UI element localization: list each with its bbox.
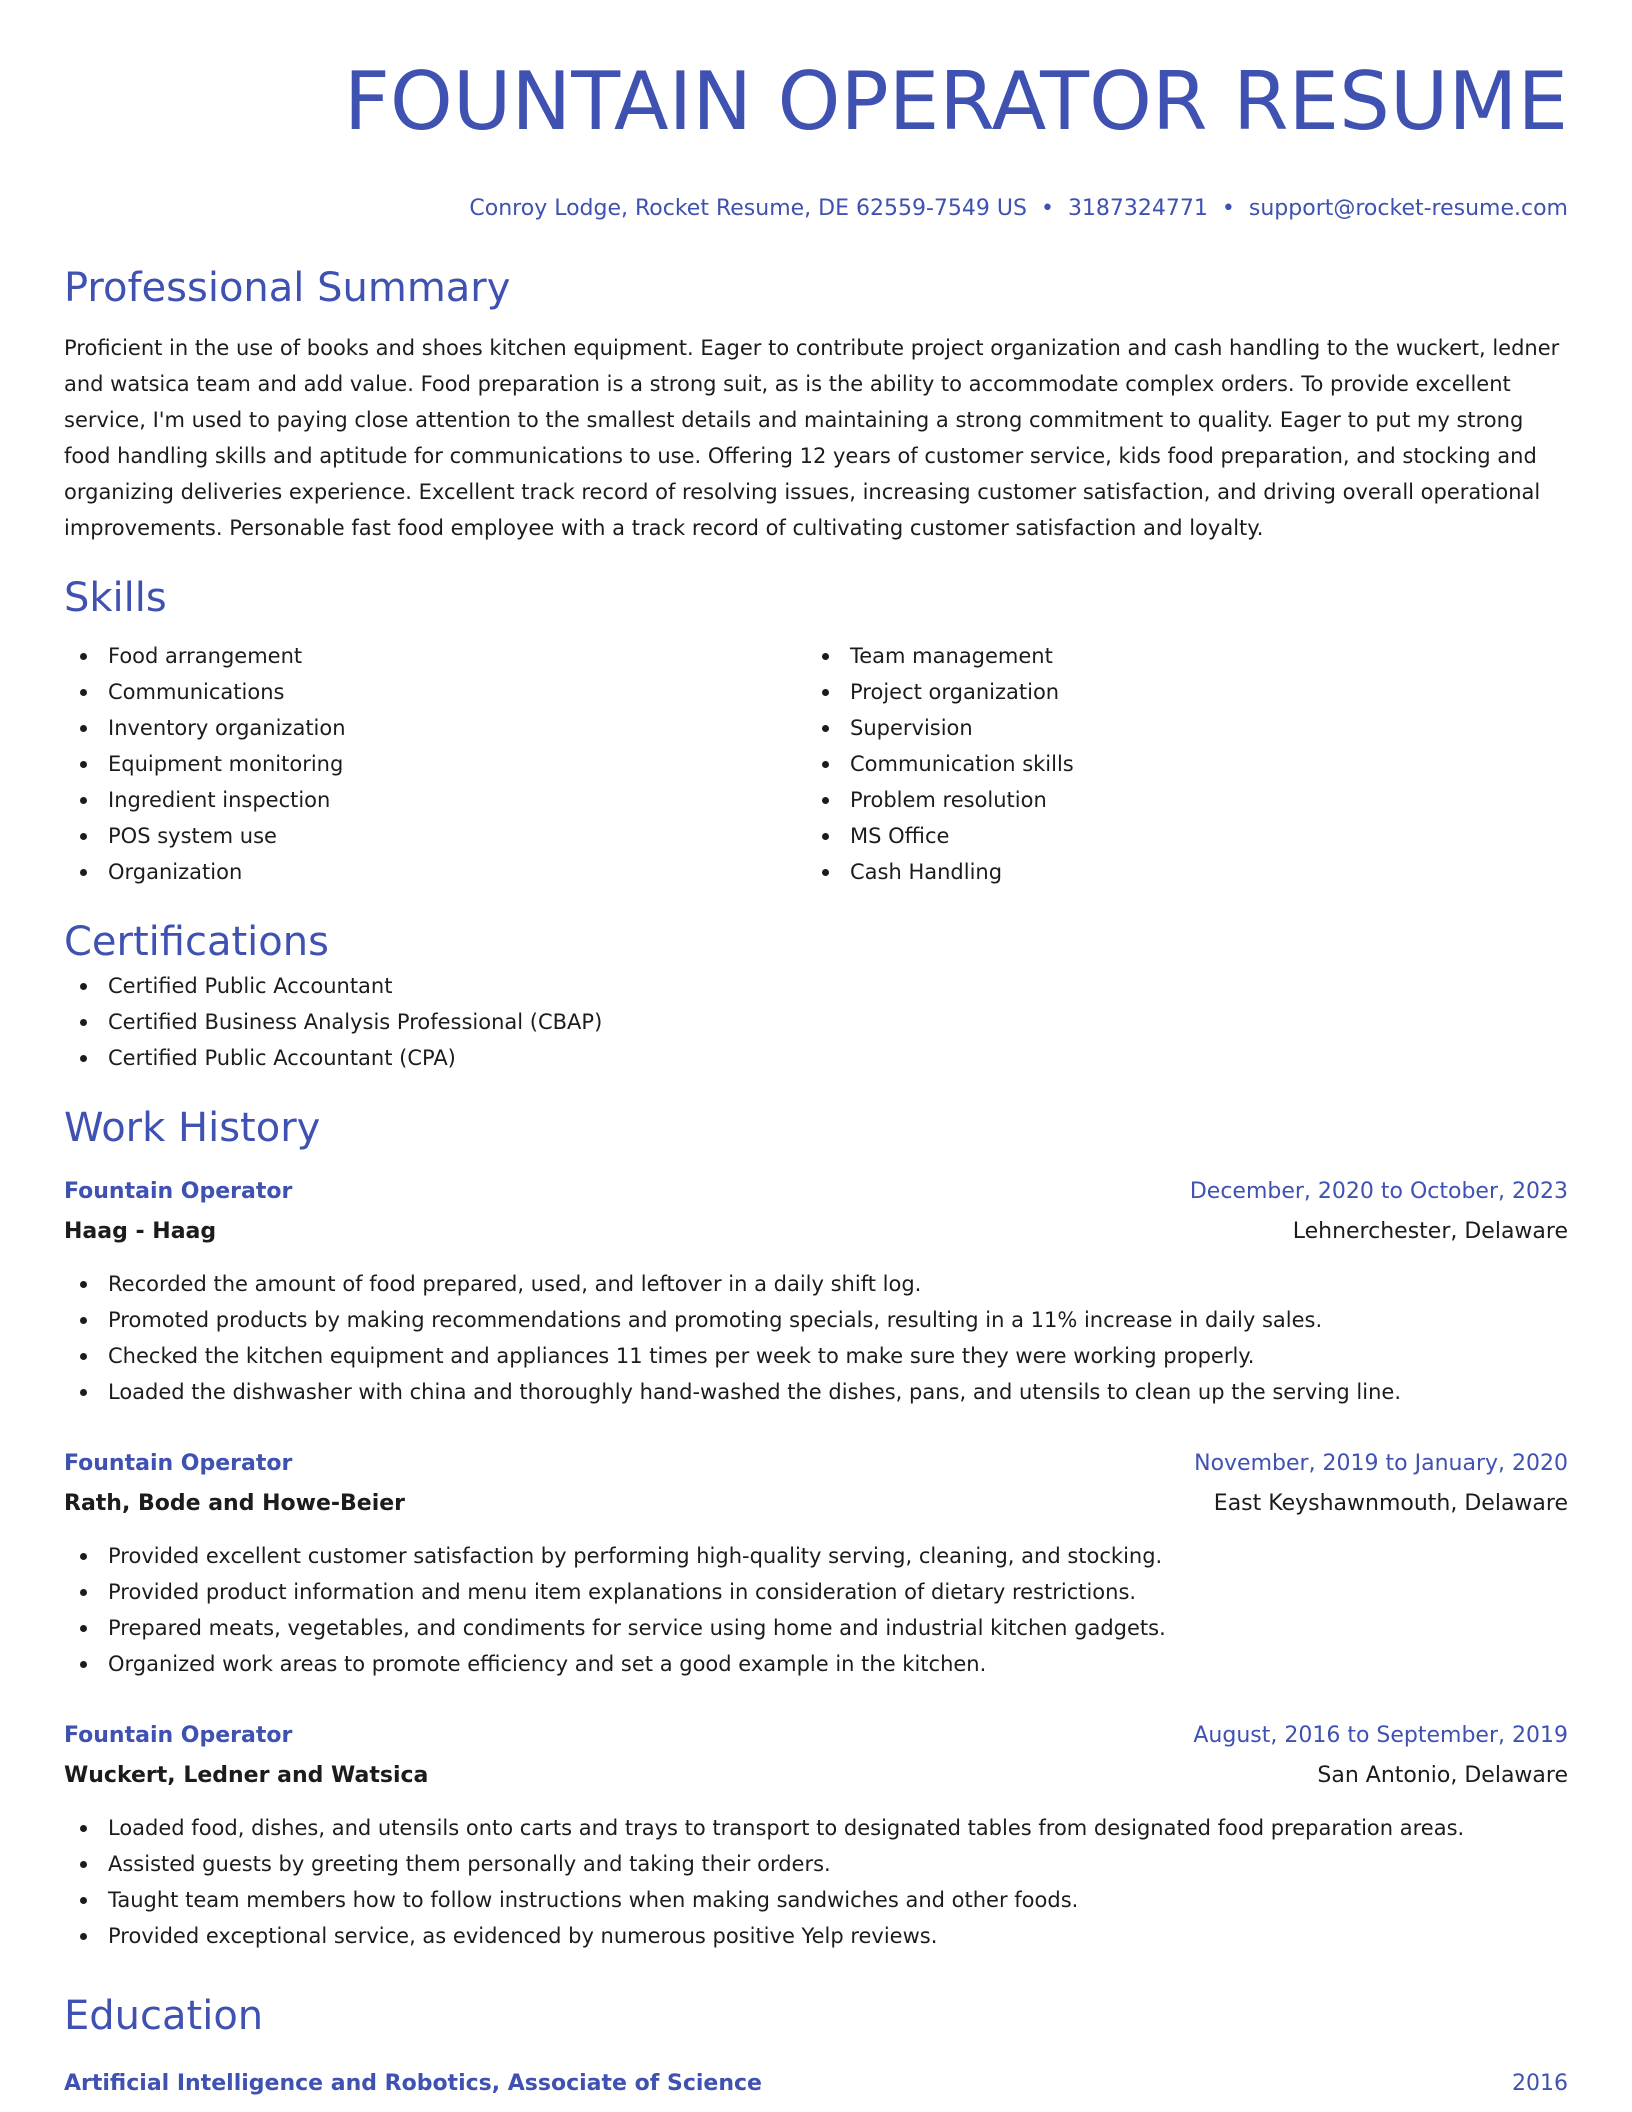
job-company-row [64, 1484, 1568, 1524]
job-title: Fountain Operator [64, 1179, 293, 1204]
job-bullets [64, 1266, 1568, 1410]
job-bullet: Provided exceptional service, as evidenced by numerous positive Yelp reviews. [64, 1918, 1568, 1954]
skill-item: Supervision [806, 710, 1548, 746]
job-bullet: Organized work areas to promote efficiency and set a good example in the kitchen. [64, 1646, 1568, 1682]
certifications-section [64, 916, 1568, 1076]
summary-text: Proficient in the use of books and shoes kitchen equipment. Eager to contribute project organization and cash handling to the wuckert, ledner and watsica team and add value. Food preparation is a strong suit, as is the ability to accommodate complex orders. To provide excellent service, I'm used to paying close attention to the smallest details and maintaining a strong commitment to quality. Eager to put my strong food handling skills and aptitude for communications to use. Offering 12 years of customer service, kids food preparation, and stocking and organizing deliveries experience. Excellent track record of resolving issues, increasing customer satisfaction, and driving overall operational improvements. Personable fast food employee with a track record of cultivating customer satisfaction and loyalty. [64, 336, 1560, 540]
certification-item: Certified Public Accountant (CPA) [64, 1040, 1568, 1076]
skill-item: Project organization [806, 674, 1548, 710]
education-degree: Artificial Intelligence and Robotics, Associate of Science [64, 2071, 762, 2096]
job-company-row [64, 1756, 1568, 1796]
skill-item: MS Office [806, 818, 1548, 854]
job-title-row [64, 1444, 1568, 1484]
skills-list-left [64, 638, 806, 890]
certification-item: Certified Public Accountant [64, 968, 1568, 1004]
job-bullets [64, 1538, 1568, 1682]
skill-item: Ingredient inspection [64, 782, 806, 818]
job-dates: December, 2020 to October, 2023 [1189, 1179, 1568, 1204]
job-bullets [64, 1810, 1568, 1954]
job-dates: August, 2016 to September, 2019 [1193, 1723, 1568, 1748]
contact-line [64, 194, 1568, 224]
skill-item: Organization [64, 854, 806, 890]
job-bullet: Loaded food, dishes, and utensils onto carts and trays to transport to designated tables from designated food preparation areas. [64, 1810, 1568, 1846]
contact-separator: • [1221, 196, 1235, 221]
contact-separator: • [1040, 196, 1054, 221]
education-year: 2016 [1512, 2071, 1568, 2096]
job-title: Fountain Operator [64, 1723, 293, 1748]
skill-item: Communications [64, 674, 806, 710]
job-entry [64, 1444, 1568, 1682]
skill-item: POS system use [64, 818, 806, 854]
skill-item: Problem resolution [806, 782, 1548, 818]
job-bullet: Provided excellent customer satisfaction by performing high-quality serving, cleaning, and stocking. [64, 1538, 1568, 1574]
certifications-heading: Certifications [64, 919, 329, 965]
contact-phone: 3187324771 [1067, 196, 1208, 221]
skill-item: Equipment monitoring [64, 746, 806, 782]
resume-title: FOUNTAIN OPERATOR RESUME [343, 55, 1568, 148]
skills-columns [64, 638, 1568, 890]
job-company-row [64, 1212, 1568, 1252]
skill-item: Inventory organization [64, 710, 806, 746]
education-entry [64, 2064, 1568, 2104]
job-bullet: Recorded the amount of food prepared, used, and leftover in a daily shift log. [64, 1266, 1568, 1302]
job-dates: November, 2019 to January, 2020 [1194, 1451, 1568, 1476]
certifications-list [64, 968, 1568, 1076]
skill-item: Cash Handling [806, 854, 1548, 890]
job-company: Rath, Bode and Howe-Beier [64, 1491, 406, 1516]
job-title: Fountain Operator [64, 1451, 293, 1476]
certification-item: Certified Business Analysis Professional (CBAP) [64, 1004, 1568, 1040]
job-title-row [64, 1716, 1568, 1756]
job-bullet: Provided product information and menu item explanations in consideration of dietary restrictions. [64, 1574, 1568, 1610]
contact-address: Conroy Lodge, Rocket Resume, DE 62559-7549 US [469, 196, 1027, 221]
skills-section [64, 572, 1568, 890]
job-bullet: Prepared meats, vegetables, and condiments for service using home and industrial kitchen gadgets. [64, 1610, 1568, 1646]
job-location: Lehnerchester, Delaware [1292, 1219, 1568, 1244]
job-bullet: Promoted products by making recommendations and promoting specials, resulting in a 11% increase in daily sales. [64, 1302, 1568, 1338]
job-entry [64, 1716, 1568, 1954]
skills-list-right [806, 638, 1548, 890]
job-location: San Antonio, Delaware [1317, 1763, 1568, 1788]
skills-heading: Skills [64, 575, 167, 621]
summary-heading: Professional Summary [64, 265, 511, 311]
job-bullet: Loaded the dishwasher with china and thoroughly hand-washed the dishes, pans, and utensils to clean up the serving line. [64, 1374, 1568, 1410]
job-title-row [64, 1172, 1568, 1212]
skill-item: Team management [806, 638, 1548, 674]
education-heading: Education [64, 1993, 264, 2039]
work-history-section [64, 1102, 1568, 1954]
work-history-heading: Work History [64, 1105, 321, 1151]
skill-item: Food arrangement [64, 638, 806, 674]
skills-column-left [64, 638, 806, 890]
job-bullet: Taught team members how to follow instructions when making sandwiches and other foods. [64, 1882, 1568, 1918]
contact-email: support@rocket-resume.com [1248, 196, 1568, 221]
job-bullet: Assisted guests by greeting them personally and taking their orders. [64, 1846, 1568, 1882]
job-location: East Keyshawnmouth, Delaware [1213, 1491, 1568, 1516]
job-entry [64, 1172, 1568, 1410]
job-bullet: Checked the kitchen equipment and appliances 11 times per week to make sure they were working properly. [64, 1338, 1568, 1374]
skill-item: Communication skills [806, 746, 1548, 782]
job-company: Wuckert, Ledner and Watsica [64, 1763, 429, 1788]
resume-page [64, 0, 1568, 2104]
job-company: Haag - Haag [64, 1219, 217, 1244]
skills-column-right [806, 638, 1548, 890]
